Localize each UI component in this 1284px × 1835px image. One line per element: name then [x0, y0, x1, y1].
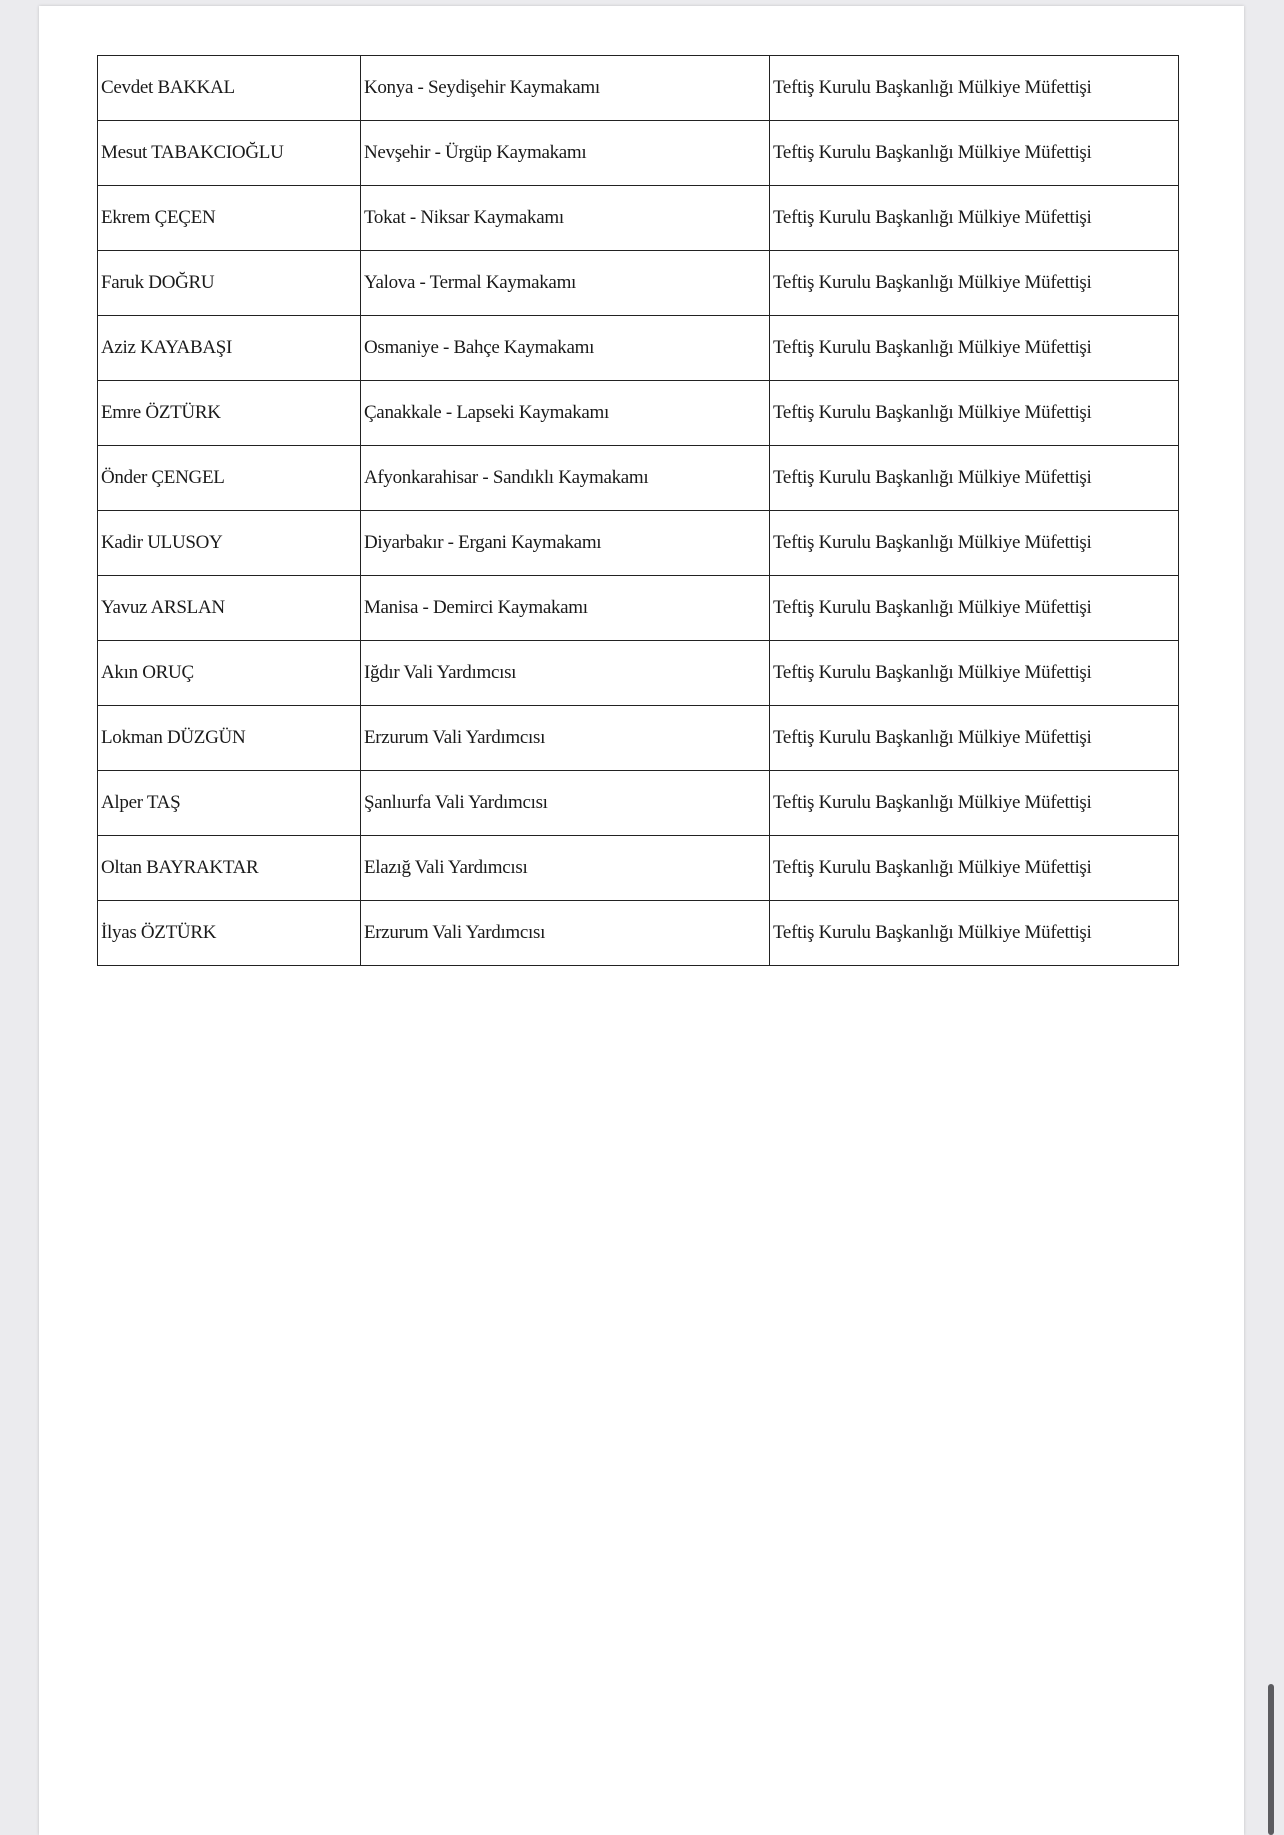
- new-post-cell: Teftiş Kurulu Başkanlığı Mülkiye Müfettişi: [769, 706, 1178, 771]
- new-post-cell: Teftiş Kurulu Başkanlığı Mülkiye Müfettişi: [769, 446, 1178, 511]
- new-post-cell: Teftiş Kurulu Başkanlığı Mülkiye Müfettişi: [769, 121, 1178, 186]
- previous-post-cell: Çanakkale - Lapseki Kaymakamı: [360, 381, 769, 446]
- vertical-scrollbar[interactable]: [1268, 6, 1274, 1835]
- new-post-cell: Teftiş Kurulu Başkanlığı Mülkiye Müfettişi: [769, 641, 1178, 706]
- table-row: [98, 706, 1179, 771]
- person-name-cell: Yavuz ARSLAN: [98, 576, 361, 641]
- table-row: [98, 56, 1179, 121]
- table-row: [98, 641, 1179, 706]
- table-row: [98, 446, 1179, 511]
- previous-post-cell: Elazığ Vali Yardımcısı: [360, 836, 769, 901]
- table-row: [98, 836, 1179, 901]
- person-name-cell: Akın ORUÇ: [98, 641, 361, 706]
- appointments-table-body: [98, 56, 1179, 966]
- person-name-cell: Mesut TABAKCIOĞLU: [98, 121, 361, 186]
- person-name-cell: Emre ÖZTÜRK: [98, 381, 361, 446]
- previous-post-cell: Manisa - Demirci Kaymakamı: [360, 576, 769, 641]
- previous-post-cell: Iğdır Vali Yardımcısı: [360, 641, 769, 706]
- document-page: [39, 6, 1244, 1835]
- table-row: [98, 381, 1179, 446]
- person-name-cell: Cevdet BAKKAL: [98, 56, 361, 121]
- new-post-cell: Teftiş Kurulu Başkanlığı Mülkiye Müfettişi: [769, 576, 1178, 641]
- previous-post-cell: Osmaniye - Bahçe Kaymakamı: [360, 316, 769, 381]
- previous-post-cell: Konya - Seydişehir Kaymakamı: [360, 56, 769, 121]
- new-post-cell: Teftiş Kurulu Başkanlığı Mülkiye Müfettişi: [769, 901, 1178, 966]
- person-name-cell: Aziz KAYABAŞI: [98, 316, 361, 381]
- person-name-cell: Oltan BAYRAKTAR: [98, 836, 361, 901]
- new-post-cell: Teftiş Kurulu Başkanlığı Mülkiye Müfettişi: [769, 56, 1178, 121]
- table-row: [98, 576, 1179, 641]
- table-row: [98, 121, 1179, 186]
- previous-post-cell: Erzurum Vali Yardımcısı: [360, 706, 769, 771]
- new-post-cell: Teftiş Kurulu Başkanlığı Mülkiye Müfettişi: [769, 251, 1178, 316]
- new-post-cell: Teftiş Kurulu Başkanlığı Mülkiye Müfettişi: [769, 381, 1178, 446]
- table-row: [98, 251, 1179, 316]
- person-name-cell: Alper TAŞ: [98, 771, 361, 836]
- person-name-cell: Lokman DÜZGÜN: [98, 706, 361, 771]
- new-post-cell: Teftiş Kurulu Başkanlığı Mülkiye Müfettişi: [769, 511, 1178, 576]
- table-row: [98, 511, 1179, 576]
- table-row: [98, 186, 1179, 251]
- new-post-cell: Teftiş Kurulu Başkanlığı Mülkiye Müfettişi: [769, 836, 1178, 901]
- previous-post-cell: Diyarbakır - Ergani Kaymakamı: [360, 511, 769, 576]
- table-row: [98, 316, 1179, 381]
- scrollbar-thumb[interactable]: [1268, 1684, 1274, 1835]
- person-name-cell: Faruk DOĞRU: [98, 251, 361, 316]
- previous-post-cell: Yalova - Termal Kaymakamı: [360, 251, 769, 316]
- previous-post-cell: Şanlıurfa Vali Yardımcısı: [360, 771, 769, 836]
- table-row: [98, 901, 1179, 966]
- person-name-cell: Ekrem ÇEÇEN: [98, 186, 361, 251]
- person-name-cell: İlyas ÖZTÜRK: [98, 901, 361, 966]
- previous-post-cell: Nevşehir - Ürgüp Kaymakamı: [360, 121, 769, 186]
- person-name-cell: Kadir ULUSOY: [98, 511, 361, 576]
- previous-post-cell: Afyonkarahisar - Sandıklı Kaymakamı: [360, 446, 769, 511]
- new-post-cell: Teftiş Kurulu Başkanlığı Mülkiye Müfettişi: [769, 316, 1178, 381]
- new-post-cell: Teftiş Kurulu Başkanlığı Mülkiye Müfettişi: [769, 186, 1178, 251]
- previous-post-cell: Erzurum Vali Yardımcısı: [360, 901, 769, 966]
- previous-post-cell: Tokat - Niksar Kaymakamı: [360, 186, 769, 251]
- appointments-table: [97, 55, 1179, 966]
- new-post-cell: Teftiş Kurulu Başkanlığı Mülkiye Müfettişi: [769, 771, 1178, 836]
- table-row: [98, 771, 1179, 836]
- person-name-cell: Önder ÇENGEL: [98, 446, 361, 511]
